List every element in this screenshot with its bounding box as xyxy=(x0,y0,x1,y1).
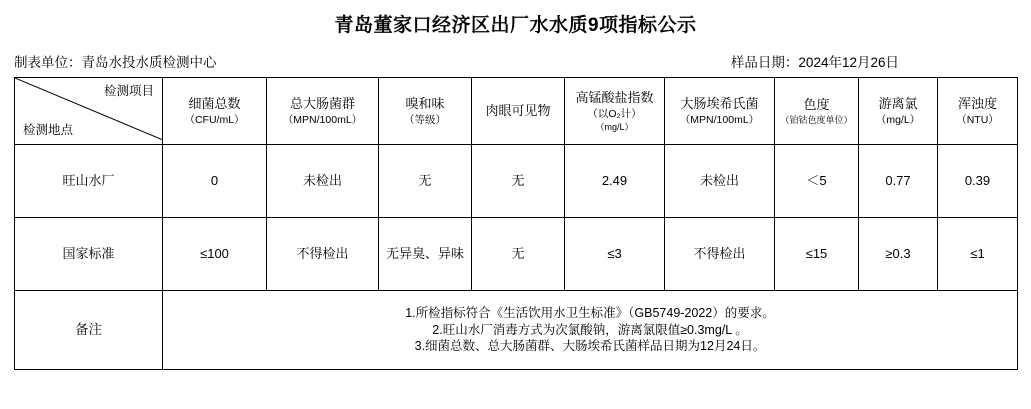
footer-note-row xyxy=(15,291,1018,370)
column-header-main: 嗅和味 xyxy=(405,96,445,112)
footer-note-body xyxy=(163,291,1018,370)
table-cell: ＜5 xyxy=(775,145,859,218)
column-header-main: 浑浊度 xyxy=(957,96,997,112)
column-header-sub: （MPN/100mL） xyxy=(282,113,363,126)
footer-note-line: 1.所检指标符合《生活饮用水卫生标准》（GB5749-2022）的要求。 xyxy=(405,305,775,320)
sample-date: 样品日期：2024年12月26日 xyxy=(730,55,899,70)
row-label: 旺山水厂 xyxy=(15,145,163,218)
issuing-unit: 制表单位：青岛水投水质检测中心 xyxy=(14,55,217,70)
column-header-main: 高锰酸盐指数 xyxy=(575,90,654,106)
table-row xyxy=(15,218,1018,291)
table-cell: 无异臭、异味 xyxy=(379,218,472,291)
column-header xyxy=(859,78,938,145)
table-cell: 未检出 xyxy=(665,145,775,218)
column-header-main: 总大肠菌群 xyxy=(289,96,355,112)
column-header-sub: （铂钴色度单位） xyxy=(780,114,853,125)
table-row xyxy=(15,145,1018,218)
column-header-sub2: （mg/L） xyxy=(595,121,634,132)
table-cell: 2.49 xyxy=(565,145,665,218)
table-cell: ≤1 xyxy=(938,218,1018,291)
table-cell: 0.39 xyxy=(938,145,1018,218)
column-header-main: 游离氯 xyxy=(878,96,918,112)
column-header xyxy=(267,78,379,145)
table-cell: 无 xyxy=(379,145,472,218)
footer-note-label: 备注 xyxy=(15,291,163,370)
table-cell: 不得检出 xyxy=(665,218,775,291)
footer-note-line: 2.旺山水厂消毒方式为次氯酸钠，游离氯限值≥0.3mg/L 。 xyxy=(432,322,748,337)
column-header xyxy=(665,78,775,145)
page-title: 青岛董家口经济区出厂水水质9项指标公示 xyxy=(334,15,697,36)
corner-label-bottom: 检测地点 xyxy=(23,123,74,138)
column-header xyxy=(472,78,565,145)
column-header-sub: （以O₂计） xyxy=(587,107,642,120)
table-cell: 无 xyxy=(472,145,565,218)
column-header-main: 肉眼可见物 xyxy=(485,103,551,119)
column-header-sub: （CFU/mL） xyxy=(184,113,245,126)
table-cell: ≤100 xyxy=(163,218,267,291)
table-cell: 0 xyxy=(163,145,267,218)
row-label: 国家标准 xyxy=(15,218,163,291)
footer-note-line: 3.细菌总数、总大肠菌群、大肠埃希氏菌样品日期为12月24日。 xyxy=(414,339,766,354)
column-header xyxy=(379,78,472,145)
table-cell: ≤15 xyxy=(775,218,859,291)
table-cell: 未检出 xyxy=(267,145,379,218)
column-header xyxy=(775,78,859,145)
column-header xyxy=(565,78,665,145)
table-cell: 无 xyxy=(472,218,565,291)
column-header-main: 色度 xyxy=(803,97,830,113)
table-header-row xyxy=(15,78,1018,145)
table-cell: 不得检出 xyxy=(267,218,379,291)
table-cell: 0.77 xyxy=(859,145,938,218)
table-cell: ≥0.3 xyxy=(859,218,938,291)
table-cell: ≤3 xyxy=(565,218,665,291)
column-header-main: 细菌总数 xyxy=(188,96,241,112)
column-header-sub: （等级） xyxy=(404,113,446,126)
column-header-sub: （NTU） xyxy=(956,113,999,126)
column-header xyxy=(938,78,1018,145)
column-header xyxy=(163,78,267,145)
water-quality-table xyxy=(14,77,1018,370)
corner-label-top: 检测项目 xyxy=(103,84,154,98)
column-header-sub: （mg/L） xyxy=(875,113,921,126)
meta-row xyxy=(0,37,1031,77)
column-header-main: 大肠埃希氏菌 xyxy=(680,96,759,112)
corner-header-cell xyxy=(15,78,163,145)
column-header-sub: （MPN/100mL） xyxy=(679,113,760,126)
